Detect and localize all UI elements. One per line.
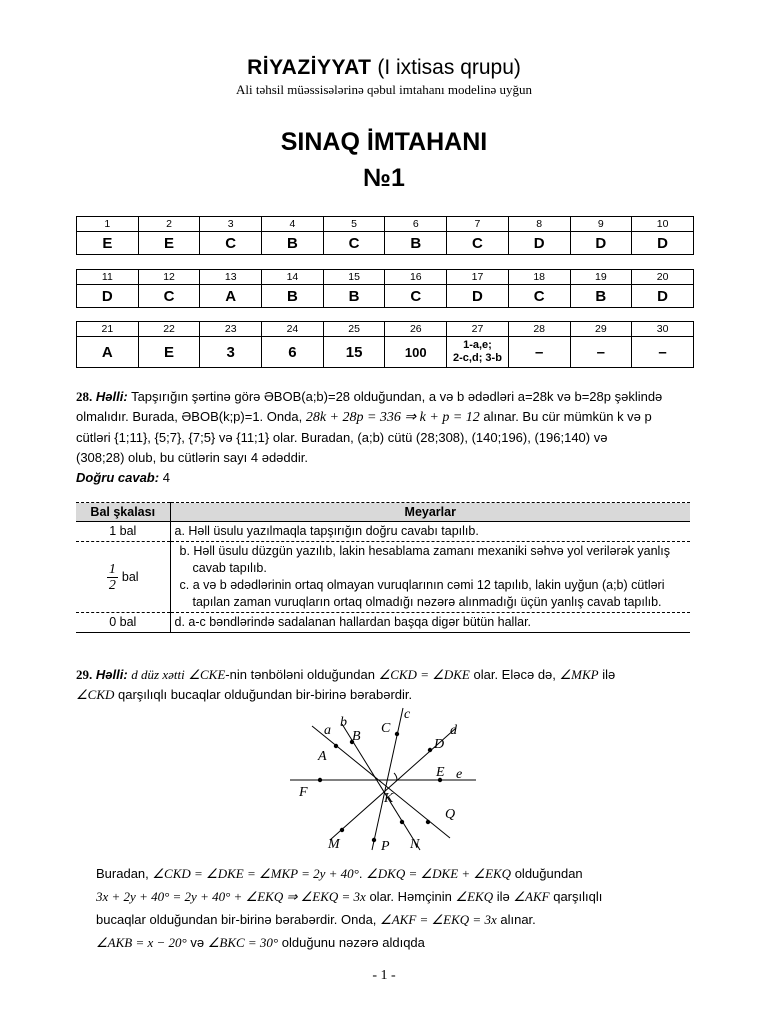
label-B: B	[352, 729, 361, 744]
rubric-criterion	[170, 542, 690, 613]
answer-cell: 15	[323, 337, 385, 368]
question-number-cell: 21	[77, 322, 139, 337]
question-number-cell: 8	[508, 217, 570, 232]
point-P	[372, 838, 376, 842]
rubric-score: 1 bal	[76, 522, 170, 542]
score-unit: bal	[121, 569, 139, 584]
score-column-header: Bal şkalası	[76, 503, 170, 522]
p29-text: olduğunu nəzərə aldıqda	[281, 935, 425, 950]
p29-math: ∠CKE	[188, 667, 226, 682]
answer-table-2	[76, 269, 694, 308]
answer-cell: –	[570, 337, 632, 368]
point-N	[400, 820, 404, 824]
subject-line	[0, 56, 768, 80]
p29-math: 3x + 2y + 40° = 2y + 40° + ∠EKQ ⇒ ∠EKQ = 3x	[96, 889, 366, 904]
correct-answer-label: Doğru cavab:	[76, 470, 160, 485]
answer-cell: B	[323, 285, 385, 308]
rubric-row-1	[76, 522, 690, 542]
label-b: b	[340, 715, 347, 730]
p29-line1	[76, 665, 696, 685]
answer-cell: C	[385, 285, 447, 308]
point-M	[340, 828, 344, 832]
solution-label: Həlli:	[95, 389, 128, 404]
exam-title-number: №1	[363, 164, 405, 192]
problem-number: 29.	[76, 667, 93, 682]
answer-cell: 3	[200, 337, 262, 368]
rubric-header	[76, 503, 690, 522]
answer-cell: C	[508, 285, 570, 308]
answer-values-row	[77, 337, 694, 368]
answer-cell: B	[385, 232, 447, 255]
question-number-cell: 14	[262, 270, 324, 285]
p29-text: ilə	[496, 889, 510, 904]
solution-label: Həlli:	[95, 667, 128, 682]
answer-cell: E	[138, 337, 200, 368]
question-number-cell: 6	[385, 217, 447, 232]
answer-cell	[447, 337, 509, 368]
question-number-cell: 15	[323, 270, 385, 285]
p29-text: olar. Həmçinin	[369, 889, 452, 904]
p28-line2	[76, 407, 696, 428]
answer-cell: –	[508, 337, 570, 368]
label-a: a	[324, 723, 331, 738]
p29-math: ∠AKF = ∠EKQ = 3x	[380, 912, 497, 927]
exam-title	[0, 124, 768, 196]
label-N: N	[410, 837, 420, 852]
angle-diagram	[290, 704, 490, 854]
subject-group: (I ixtisas qrupu)	[377, 56, 521, 79]
question-number-cell: 27	[447, 322, 509, 337]
question-number-cell: 10	[632, 217, 694, 232]
answer-cell: C	[138, 285, 200, 308]
p29-line3	[96, 862, 696, 885]
problem-29-solution	[76, 665, 696, 705]
p29-math: ∠BKC = 30°	[207, 935, 279, 950]
question-number-cell: 12	[138, 270, 200, 285]
p29-math: ∠AKB = x − 20°	[96, 935, 187, 950]
p29-math: ∠CKD = ∠DKE = ∠MKP = 2y + 40°	[152, 866, 359, 881]
subject-name: RİYAZİYYAT	[247, 56, 372, 79]
label-A: A	[318, 749, 327, 764]
question-number-cell: 29	[570, 322, 632, 337]
answer-cell: A	[200, 285, 262, 308]
answer-line: 2-c,d; 3-b	[453, 352, 502, 364]
p29-math: ∠CKD	[76, 687, 115, 702]
answer-cell: B	[262, 285, 324, 308]
rubric-criterion: d. a-c bəndlərində sadalanan hallardan başqa digər bütün hallar.	[170, 613, 690, 633]
p29-math: ∠EKQ	[455, 889, 494, 904]
p28-correct-answer	[76, 468, 696, 488]
answer-cell: E	[138, 232, 200, 255]
p29-text: .	[358, 866, 363, 881]
label-E: E	[436, 765, 445, 780]
page-header	[0, 56, 768, 98]
question-number-cell: 22	[138, 322, 200, 337]
half-fraction	[107, 562, 118, 593]
p29-math: ∠AKF	[513, 889, 550, 904]
label-D: D	[434, 737, 445, 752]
p29-text: alınar.	[500, 912, 536, 927]
question-number-cell: 1	[77, 217, 139, 232]
point-D	[428, 748, 432, 752]
problem-28-solution	[76, 387, 696, 488]
question-number-cell: 11	[77, 270, 139, 285]
answer-line: 1-a,e;	[463, 339, 492, 351]
answer-cell: E	[77, 232, 139, 255]
question-number-cell: 28	[508, 322, 570, 337]
p29-text: qarşılıqlı bucaqlar olduğundan bir-birinə bərabərdir.	[118, 687, 413, 702]
answer-cell: D	[77, 285, 139, 308]
p29-text: -nin tənböləni olduğundan	[225, 667, 375, 682]
answer-cell: –	[632, 337, 694, 368]
label-P: P	[381, 839, 390, 854]
criteria-column-header: Meyarlar	[170, 503, 690, 522]
p28-line4: (308;28) olub, bu cütlərin sayı 4 ədəddir.	[76, 450, 308, 465]
p29-text: d düz xətti	[131, 667, 185, 682]
grading-rubric-table	[76, 502, 690, 633]
problem-number: 28.	[76, 389, 93, 404]
answer-cell: B	[570, 285, 632, 308]
criterion-c: c. a və b ədədlərinin ortaq olmayan vuruqlarının cəmi 12 tapılıb, lakin uyğun (a;b) cütləri tapılan zaman vuruqların ortaq olmadığı nəzərə alınmadığı üçün yanlış cavab tapılıb.	[179, 578, 665, 609]
fraction-numerator: 1	[108, 561, 116, 577]
p28-text-2a: olmalıdır. Burada, ƏBOB(k;p)=1. Onda,	[76, 409, 303, 424]
answer-cell: D	[447, 285, 509, 308]
answer-cell: C	[447, 232, 509, 255]
p29-line5	[96, 908, 696, 931]
question-number-cell: 19	[570, 270, 632, 285]
rubric-row-2	[76, 542, 690, 613]
label-e: e	[456, 767, 463, 782]
p29-math: ∠DKQ = ∠DKE + ∠EKQ	[366, 866, 512, 881]
p28-text-1: Tapşırığın şərtinə görə ƏBOB(a;b)=28 olduğundan, a və b ədədləri a=28k və b=28p şəklində	[131, 389, 663, 404]
point-A	[334, 744, 338, 748]
answer-values-row	[77, 232, 694, 255]
rubric-row-3	[76, 613, 690, 633]
answer-numbers-row	[77, 270, 694, 285]
p29-text: ilə	[602, 667, 616, 682]
question-number-cell: 26	[385, 322, 447, 337]
question-number-cell: 3	[200, 217, 262, 232]
question-number-cell: 25	[323, 322, 385, 337]
question-number-cell: 5	[323, 217, 385, 232]
question-number-cell: 13	[200, 270, 262, 285]
p28-formula: 28k + 28p = 336 ⇒ k + p = 12	[305, 410, 480, 425]
label-M: M	[328, 837, 340, 852]
p29-text: qarşılıqlı	[553, 889, 603, 904]
answer-numbers-row	[77, 217, 694, 232]
question-number-cell: 2	[138, 217, 200, 232]
p28-line1	[76, 387, 696, 407]
page-number: - 1 -	[372, 968, 396, 983]
answer-cell: B	[262, 232, 324, 255]
point-Q	[426, 820, 430, 824]
correct-answer-value: 4	[162, 470, 170, 485]
answer-cell: 6	[262, 337, 324, 368]
p29-text: bucaqlar olduğundan bir-birinə bərabərdir. Onda,	[96, 912, 377, 927]
rubric-score	[76, 542, 170, 613]
p29-math: ∠CKD = ∠DKE	[378, 667, 470, 682]
answer-values-row	[77, 285, 694, 308]
p29-text: olduğundan	[514, 866, 583, 881]
p29-text: Buradan,	[96, 866, 149, 881]
question-number-cell: 30	[632, 322, 694, 337]
rubric-score: 0 bal	[76, 613, 170, 633]
question-number-cell: 20	[632, 270, 694, 285]
question-number-cell: 7	[447, 217, 509, 232]
answer-cell: 100	[385, 337, 447, 368]
answer-cell: D	[508, 232, 570, 255]
point-F	[318, 778, 322, 782]
question-number-cell: 16	[385, 270, 447, 285]
criterion-b: b. Həll üsulu düzgün yazılıb, lakin hesablama zamanı mexaniki səhvə yol verilərək yanlış cavab tapılıb.	[179, 544, 671, 575]
answer-numbers-row	[77, 322, 694, 337]
label-C: C	[381, 721, 391, 736]
question-number-cell: 9	[570, 217, 632, 232]
problem-29-continued	[96, 862, 696, 954]
label-c: c	[404, 707, 411, 722]
subject-subtitle: Ali təhsil müəssisələrinə qəbul imtahanı modelinə uyğun	[235, 82, 533, 97]
p29-text: olar. Eləcə də,	[473, 667, 556, 682]
p29-math: ∠MKP	[559, 667, 599, 682]
label-F: F	[299, 785, 308, 800]
answer-cell: A	[77, 337, 139, 368]
p29-text: və	[190, 935, 205, 950]
question-number-cell: 4	[262, 217, 324, 232]
answer-cell: C	[200, 232, 262, 255]
label-K: K	[384, 791, 394, 806]
answer-table-1	[76, 216, 694, 255]
label-d: d	[450, 723, 457, 738]
p28-line3: cütləri {1;11}, {5;7}, {7;5} və {11;1} olar. Buradan, (a;b) cütü (28;308), (140;196), (196;140) və	[76, 430, 608, 445]
answer-cell: C	[323, 232, 385, 255]
point-C	[395, 732, 399, 736]
p28-text-2b: alınar. Bu cür mümkün k və p	[483, 409, 652, 424]
angle-arc	[394, 773, 397, 780]
answer-cell: D	[570, 232, 632, 255]
fraction-denominator: 2	[108, 577, 116, 593]
label-Q: Q	[445, 807, 456, 822]
p29-line2	[76, 685, 696, 705]
answer-cell: D	[632, 232, 694, 255]
rubric-criterion: a. Həll üsulu yazılmaqla tapşırığın doğru cavabı tapılıb.	[170, 522, 690, 542]
answer-table-3	[76, 321, 694, 368]
p29-line4	[96, 885, 696, 908]
p29-line6	[96, 931, 696, 954]
answer-cell: D	[632, 285, 694, 308]
question-number-cell: 24	[262, 322, 324, 337]
question-number-cell: 23	[200, 322, 262, 337]
question-number-cell: 18	[508, 270, 570, 285]
question-number-cell: 17	[447, 270, 509, 285]
exam-title-line1: SINAQ İMTAHANI	[280, 128, 488, 156]
